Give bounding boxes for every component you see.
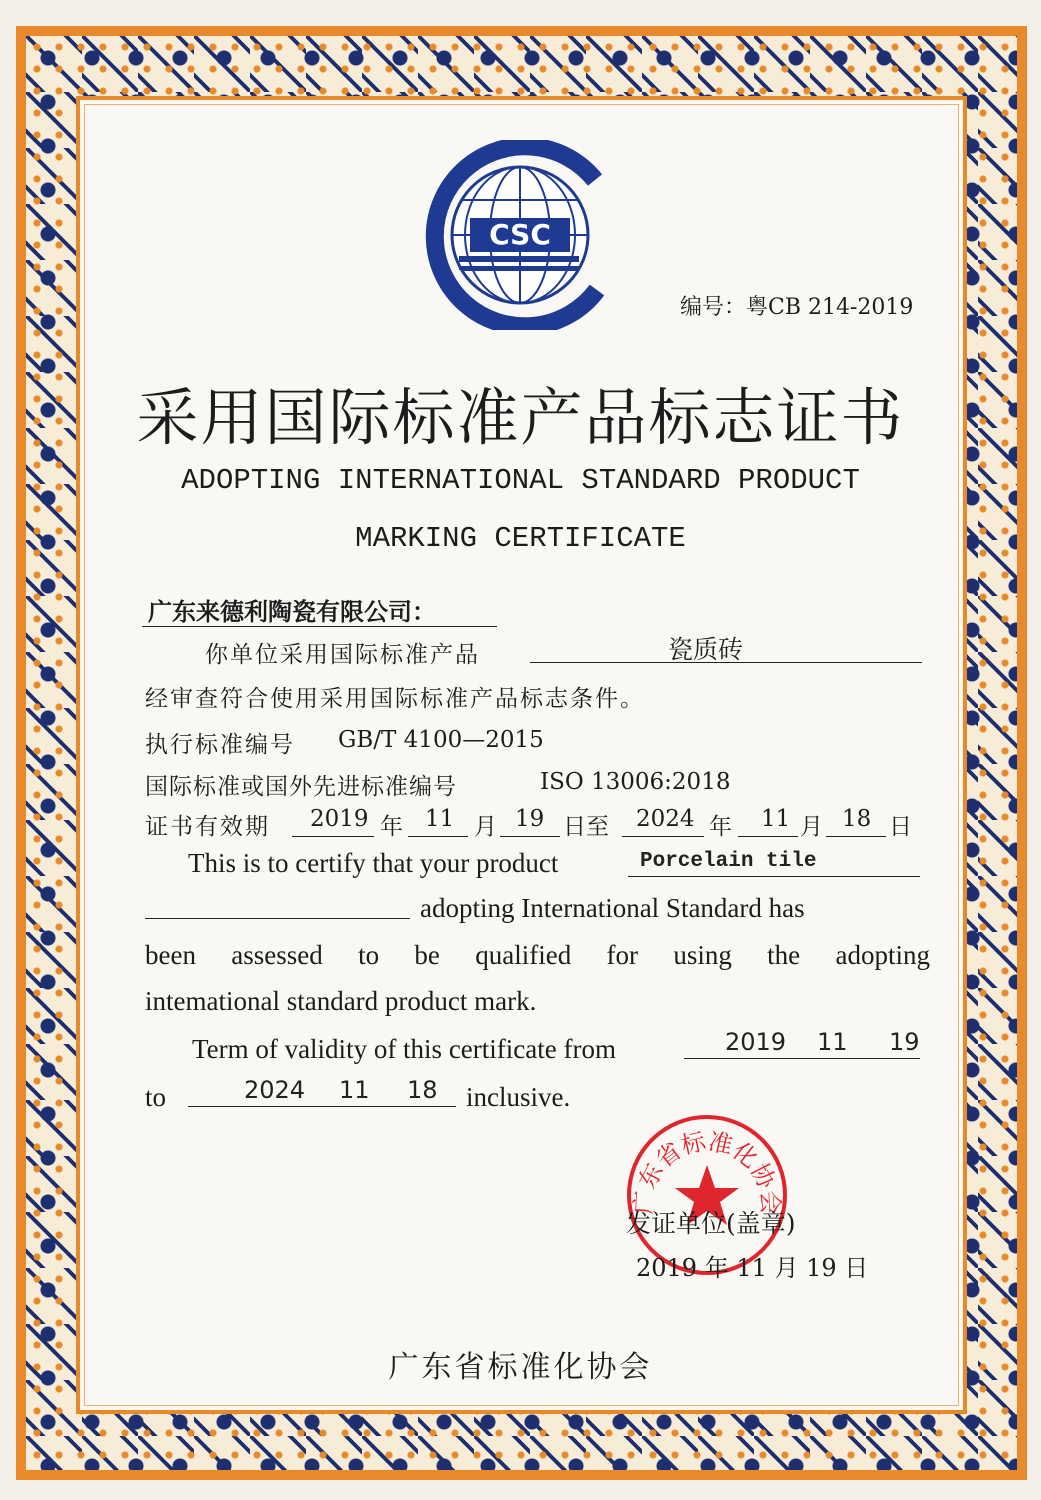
footer-organization: 广东省标准化协会 (388, 1350, 653, 1385)
year-char-1: 年 (380, 814, 403, 840)
english-inclusive: inclusive. (466, 1082, 571, 1112)
english-line4: intemational standard product mark. (145, 986, 537, 1016)
issue-date: 2019 年 11 月 19 日 (636, 1254, 869, 1282)
from-year-underline (292, 836, 374, 837)
valid-from-year: 2019 (310, 806, 369, 832)
product-underline (530, 662, 922, 663)
company-name: 广东来德利陶瓷有限公司： (148, 597, 436, 626)
adopt-line-prefix: 你单位采用国际标准产品 (205, 642, 480, 668)
day-to: 日至 (563, 814, 609, 840)
conform-line: 经审查符合使用采用国际标准产品标志条件。 (145, 686, 645, 712)
valid-from-month: 11 (425, 806, 455, 832)
to-month-underline (738, 836, 798, 837)
en-to-year: 2024 (244, 1076, 306, 1104)
certificate-number: 编号：粤CB 214-2019 (680, 295, 914, 320)
title-english-line1: ADOPTING INTERNATIONAL STANDARD PRODUCT (181, 464, 860, 497)
title-chinese: 采用国际标准产品标志证书 (136, 381, 905, 454)
from-month-underline (408, 836, 468, 837)
seal-text: 广东省标准化协会 (629, 1127, 785, 1216)
blank-underline (145, 918, 410, 919)
en-from-year: 2019 (725, 1028, 787, 1056)
en-from-day: 19 (889, 1028, 920, 1056)
validity-label: 证书有效期 (145, 814, 270, 840)
month-char-1: 月 (474, 814, 497, 840)
title-english-line2: MARKING CERTIFICATE (355, 522, 686, 555)
english-term: Term of validity of this certificate from (192, 1034, 616, 1064)
company-underline (142, 626, 497, 627)
valid-to-day: 18 (842, 806, 872, 832)
en-to-month: 11 (339, 1076, 370, 1104)
logo-letters: CSC (489, 218, 551, 251)
standard-label: 执行标准编号 (145, 732, 295, 758)
product-name-en: Porcelain tile (640, 850, 817, 873)
en-to-day: 18 (407, 1076, 438, 1104)
valid-from-day: 19 (515, 806, 545, 832)
month-char-2: 月 (800, 814, 823, 840)
english-to: to (145, 1082, 167, 1112)
csc-logo (425, 140, 625, 330)
product-en-underline (628, 876, 920, 877)
english-line1: This is to certify that your product (188, 848, 559, 878)
valid-to-year: 2024 (636, 806, 695, 832)
product-name-cn: 瓷质砖 (668, 635, 744, 664)
en-from-month: 11 (817, 1028, 848, 1056)
intl-standard-value: ISO 13006:2018 (540, 769, 731, 795)
day-char: 日 (889, 814, 912, 840)
standard-value: GB/T 4100—2015 (338, 727, 544, 753)
to-day-underline (826, 836, 886, 837)
from-day-underline (500, 836, 560, 837)
to-year-underline (622, 836, 704, 837)
en-from-underline (684, 1058, 920, 1059)
english-line2: adopting International Standard has (420, 893, 805, 923)
en-to-underline (188, 1106, 456, 1107)
intl-standard-label: 国际标准或国外先进标准编号 (145, 774, 457, 800)
valid-to-month: 11 (761, 806, 791, 832)
english-line3: been assessed to be qualified for using the adopting (145, 940, 930, 970)
issuer-label: 发证单位(盖章) (626, 1209, 796, 1238)
year-char-2: 年 (709, 814, 732, 840)
